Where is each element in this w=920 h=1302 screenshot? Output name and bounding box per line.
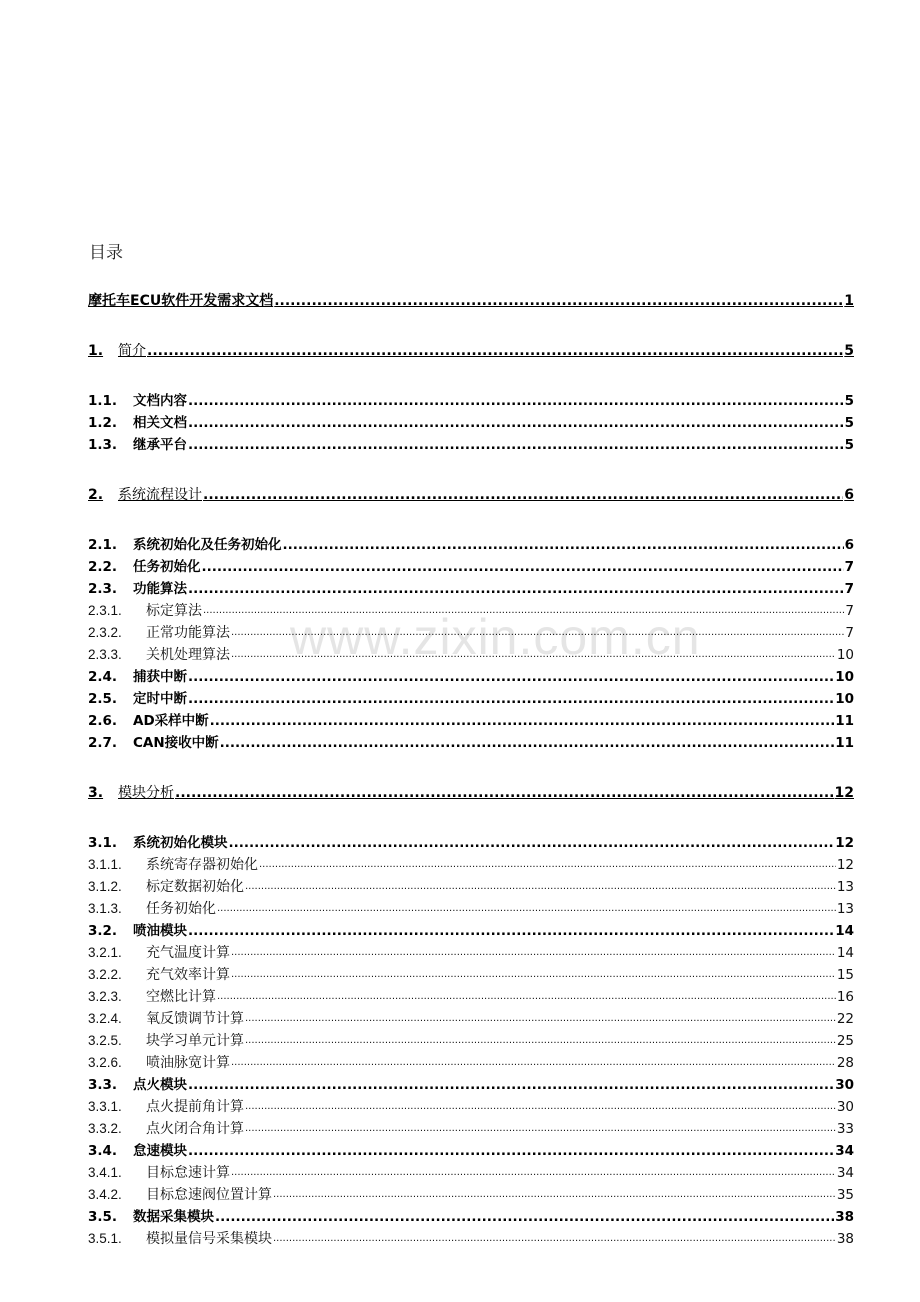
- toc-entry-3-4-2[interactable]: [88, 1184, 854, 1206]
- toc-entry-title: 点火模块: [133, 1077, 187, 1093]
- toc-entry-page: 34: [836, 1165, 854, 1181]
- toc-entry-title: AD采样中断: [133, 713, 209, 729]
- toc-entry-1-1[interactable]: [88, 390, 854, 412]
- toc-entry-page: 5: [844, 415, 854, 431]
- toc-entry-3-4-1[interactable]: [88, 1162, 854, 1184]
- toc-entry-title: 任务初始化: [146, 901, 216, 917]
- toc-entry-2-1[interactable]: [88, 534, 854, 556]
- toc-entry-page: 38: [835, 1209, 854, 1225]
- toc-entry-page: 22: [836, 1011, 854, 1027]
- watermark: www.zixin.com.cn: [290, 609, 701, 665]
- toc-entry-page: 12: [834, 785, 854, 801]
- toc-entry-title: 正常功能算法: [146, 625, 230, 641]
- toc-entry-number: 2.5.: [88, 691, 118, 707]
- toc-entry-3-1-2[interactable]: [88, 876, 854, 898]
- toc-entry-number: 2.3.: [88, 581, 118, 597]
- toc-entry-page: 11: [835, 713, 854, 729]
- toc-entry-title: 简介: [118, 343, 146, 359]
- toc-entry-page: 25: [836, 1033, 854, 1049]
- toc-entry-2-7[interactable]: [88, 732, 854, 754]
- toc-entry-3-2-1[interactable]: [88, 942, 854, 964]
- toc-entry-page: 10: [836, 647, 854, 663]
- toc-leader: [283, 534, 844, 556]
- toc-entry-number: 2.6.: [88, 713, 118, 729]
- toc-leader: [188, 390, 844, 412]
- toc-entry-number: 3.4.2.: [88, 1187, 122, 1202]
- toc-entry-title: 捕获中断: [133, 669, 187, 685]
- toc-entry-3-2-3[interactable]: [88, 986, 854, 1008]
- toc-entry-page: 30: [836, 1099, 854, 1115]
- toc-entry-page: 11: [835, 735, 854, 751]
- toc-entry-title: 系统寄存器初始化: [146, 857, 258, 873]
- toc-entry-title: 定时中断: [133, 691, 187, 707]
- toc-entry-number: 2.: [88, 487, 104, 503]
- toc-entry-page: 38: [836, 1231, 854, 1247]
- toc-entry-title: 关机处理算法: [146, 647, 230, 663]
- toc-entry-page: 5: [844, 343, 854, 359]
- toc-entry-title: 点火提前角计算: [146, 1099, 244, 1115]
- toc-entry-number: 3.5.: [88, 1209, 118, 1225]
- toc-entry-title: 标定数据初始化: [146, 879, 244, 895]
- toc-entry-number: 3.4.: [88, 1143, 118, 1159]
- toc-entry-title: 模块分析: [118, 785, 174, 801]
- toc-entry-document-title[interactable]: [88, 290, 854, 312]
- toc-leader: [188, 412, 844, 434]
- toc-entry-number: 1.2.: [88, 415, 118, 431]
- toc-entry-number: 3.2.1.: [88, 945, 122, 960]
- toc-entry-title: 空燃比计算: [146, 989, 216, 1005]
- toc-entry-3-2-6[interactable]: [88, 1052, 854, 1074]
- toc-entry-number: 3.1.1.: [88, 857, 122, 872]
- toc-leader: [188, 1140, 834, 1162]
- toc-entry-page: 5: [844, 393, 854, 409]
- toc-entry-number: 3.3.1.: [88, 1099, 122, 1114]
- toc-entry-page: 15: [836, 967, 854, 983]
- toc-leader: [245, 876, 836, 898]
- toc-entry-page: 6: [844, 487, 854, 503]
- toc-leader: [217, 898, 836, 920]
- toc-entry-number: 2.2.: [88, 559, 118, 575]
- toc-entry-title: 系统初始化模块: [133, 835, 228, 851]
- toc-entry-number: 3.2.3.: [88, 989, 122, 1004]
- toc-entry-title: 系统流程设计: [118, 487, 202, 503]
- toc-entry-number: 3.1.3.: [88, 901, 122, 916]
- toc-leader: [231, 622, 844, 644]
- toc-entry-page: 30: [835, 1077, 854, 1093]
- toc-entry-2-5[interactable]: [88, 688, 854, 710]
- toc-entry-number: 2.3.1.: [88, 603, 122, 618]
- toc-entry-2-3-3[interactable]: [88, 644, 854, 666]
- toc-leader: [188, 666, 834, 688]
- toc-entry-page: 6: [844, 537, 854, 553]
- toc-entry-page: 16: [836, 989, 854, 1005]
- toc-entry-title: 目标怠速计算: [146, 1165, 230, 1181]
- toc-leader: [231, 942, 836, 964]
- toc-entry-3-4[interactable]: [88, 1140, 854, 1162]
- toc-entry-page: 13: [836, 879, 854, 895]
- toc-entry-number: 3.2.4.: [88, 1011, 122, 1026]
- toc-entry-number: 3.2.: [88, 923, 118, 939]
- toc-entry-page: 7: [844, 559, 854, 575]
- toc-entry-3-2-4[interactable]: [88, 1008, 854, 1030]
- toc-entry-number: 3.4.1.: [88, 1165, 122, 1180]
- toc-entry-3-3-1[interactable]: [88, 1096, 854, 1118]
- toc-entry-number: 2.3.2.: [88, 625, 122, 640]
- toc-entry-title: 标定算法: [146, 603, 202, 619]
- toc-entry-1-2[interactable]: [88, 412, 854, 434]
- toc-entry-3-5[interactable]: [88, 1206, 854, 1228]
- toc-leader: [175, 782, 834, 804]
- toc-entry-2-4[interactable]: [88, 666, 854, 688]
- toc-entry-number: 2.4.: [88, 669, 118, 685]
- toc-leader: [188, 1074, 834, 1096]
- toc-entry-3-3-2[interactable]: [88, 1118, 854, 1140]
- toc-entry-title: 数据采集模块: [133, 1209, 214, 1225]
- toc-entry-2-2[interactable]: [88, 556, 854, 578]
- toc-entry-number: 3.2.6.: [88, 1055, 122, 1070]
- toc-entry-page: 34: [835, 1143, 854, 1159]
- toc-entry-number: 3.3.: [88, 1077, 118, 1093]
- toc-entry-title: 怠速模块: [133, 1143, 187, 1159]
- toc-leader: [274, 290, 843, 312]
- toc-entry-page: 14: [835, 923, 854, 939]
- toc-entry-number: 2.1.: [88, 537, 118, 553]
- toc-leader: [245, 1008, 836, 1030]
- toc-entry-page: 13: [836, 901, 854, 917]
- toc-entry-number: 3.1.2.: [88, 879, 122, 894]
- toc-entry-title: 系统初始化及任务初始化: [133, 537, 282, 553]
- toc-leader: [245, 1096, 836, 1118]
- toc-entry-title: CAN接收中断: [133, 735, 219, 751]
- toc-entry-page: 7: [845, 625, 854, 641]
- toc-entry-title: 摩托车ECU软件开发需求文档: [88, 293, 274, 309]
- toc-entry-number: 3.: [88, 785, 104, 801]
- toc-leader: [245, 1118, 836, 1140]
- toc-entry-title: 功能算法: [133, 581, 187, 597]
- toc-entry-number: 1.: [88, 343, 104, 359]
- toc-leader: [188, 920, 834, 942]
- toc-entry-number: 3.5.1.: [88, 1231, 122, 1246]
- toc-leader: [229, 832, 835, 854]
- toc-entry-number: 3.3.2.: [88, 1121, 122, 1136]
- toc-entry-title: 模拟量信号采集模块: [146, 1231, 272, 1247]
- toc-entry-3-2-2[interactable]: [88, 964, 854, 986]
- toc-leader: [203, 600, 844, 622]
- toc-entry-page: 1: [844, 293, 854, 309]
- toc-entry-1[interactable]: [88, 340, 854, 362]
- toc-leader: [203, 484, 843, 506]
- toc-leader: [210, 710, 835, 732]
- toc-entry-page: 5: [844, 437, 854, 453]
- toc-leader: [231, 1052, 836, 1074]
- toc-entry-number: 1.1.: [88, 393, 118, 409]
- toc-entry-3-1-3[interactable]: [88, 898, 854, 920]
- toc-leader: [231, 1162, 836, 1184]
- toc-leader: [188, 434, 844, 456]
- toc-entry-title: 充气温度计算: [146, 945, 230, 961]
- toc-entry-2[interactable]: [88, 484, 854, 506]
- toc-entry-page: 35: [836, 1187, 854, 1203]
- toc-entry-2-3-1[interactable]: [88, 600, 854, 622]
- toc-entry-page: 28: [836, 1055, 854, 1071]
- toc-entry-3-2-5[interactable]: [88, 1030, 854, 1052]
- toc-entry-title: 相关文档: [133, 415, 187, 431]
- toc-leader: [147, 340, 843, 362]
- toc-entry-page: 7: [844, 581, 854, 597]
- toc-heading: 目录: [89, 243, 123, 263]
- toc-entry-page: 12: [835, 835, 854, 851]
- toc-entry-2-3[interactable]: [88, 578, 854, 600]
- toc-entry-3-3[interactable]: [88, 1074, 854, 1096]
- toc-entry-title: 任务初始化: [133, 559, 201, 575]
- toc-leader: [273, 1184, 836, 1206]
- toc-entry-title: 氧反馈调节计算: [146, 1011, 244, 1027]
- table-of-contents: [88, 290, 854, 1250]
- toc-entry-page: 33: [836, 1121, 854, 1137]
- toc-leader: [245, 1030, 836, 1052]
- toc-entry-3-1[interactable]: [88, 832, 854, 854]
- toc-entry-number: 2.3.3.: [88, 647, 122, 662]
- toc-entry-3-1-1[interactable]: [88, 854, 854, 876]
- toc-leader: [215, 1206, 834, 1228]
- toc-entry-title: 充气效率计算: [146, 967, 230, 983]
- toc-entry-page: 14: [836, 945, 854, 961]
- toc-entry-2-6[interactable]: [88, 710, 854, 732]
- toc-entry-page: 7: [845, 603, 854, 619]
- toc-entry-number: 2.7.: [88, 735, 118, 751]
- toc-entry-title: 文档内容: [133, 393, 187, 409]
- toc-leader: [220, 732, 835, 754]
- toc-leader: [259, 854, 836, 876]
- toc-entry-1-3[interactable]: [88, 434, 854, 456]
- toc-entry-page: 12: [836, 857, 854, 873]
- toc-leader: [231, 964, 836, 986]
- toc-leader: [231, 644, 836, 666]
- toc-entry-number: 3.2.5.: [88, 1033, 122, 1048]
- toc-entry-3-2[interactable]: [88, 920, 854, 942]
- toc-leader: [202, 556, 844, 578]
- toc-entry-page: 10: [835, 691, 854, 707]
- toc-leader: [273, 1228, 836, 1250]
- toc-entry-2-3-2[interactable]: [88, 622, 854, 644]
- toc-entry-title: 点火闭合角计算: [146, 1121, 244, 1137]
- toc-entry-page: 10: [835, 669, 854, 685]
- toc-leader: [188, 688, 834, 710]
- toc-entry-number: 3.1.: [88, 835, 118, 851]
- toc-entry-title: 继承平台: [133, 437, 187, 453]
- toc-leader: [188, 578, 844, 600]
- toc-entry-title: 喷油模块: [133, 923, 187, 939]
- toc-entry-title: 喷油脉宽计算: [146, 1055, 230, 1071]
- toc-leader: [217, 986, 836, 1008]
- toc-entry-title: 目标怠速阀位置计算: [146, 1187, 272, 1203]
- toc-entry-number: 3.2.2.: [88, 967, 122, 982]
- toc-entry-3-5-1[interactable]: [88, 1228, 854, 1250]
- toc-entry-number: 1.3.: [88, 437, 118, 453]
- toc-entry-title: 块学习单元计算: [146, 1033, 244, 1049]
- toc-entry-3[interactable]: [88, 782, 854, 804]
